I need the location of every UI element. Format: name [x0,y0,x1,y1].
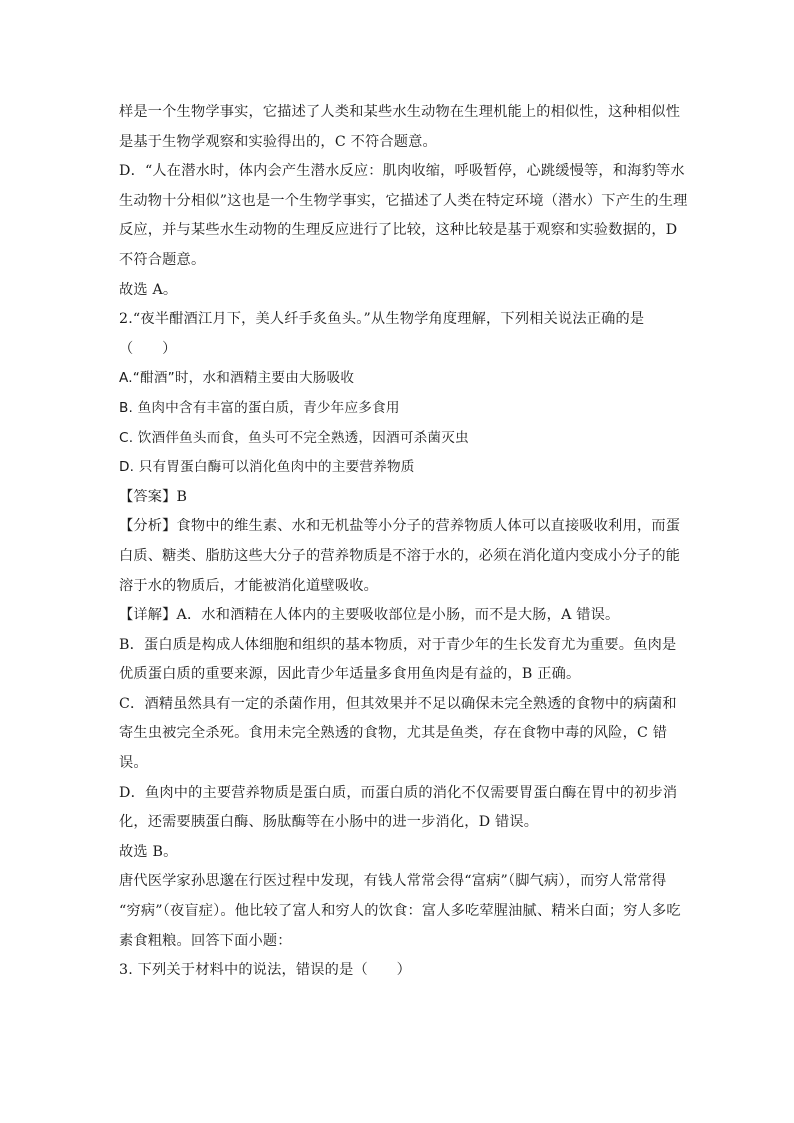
detail-line-5: 寄生虫被完全杀死。食用未完全熟透的食物，尤其是鱼类，存在食物中毒的风险，C 错 [119,725,668,742]
question-3-stem: 3. 下列关于材料中的说法，错误的是（ ） [119,962,412,979]
detail-line-1: 【详解】A．水和酒精在人体内的主要吸收部位是小肠，而不是大肠，A 错误。 [119,607,620,624]
text-line-1: 样是一个生物学事实，它描述了人类和某些水生动物在生理机能上的相似性，这种相似性 [119,104,681,120]
text-line-6: 不符合题意。 [119,251,206,268]
detail-line-2: B．蛋白质是构成人体细胞和组织的基本物质，对于青少年的生长发育尤为重要。鱼肉是 [119,636,677,653]
text-line-5: 反应，并与某些水生动物的生理反应进行了比较，这种比较是基于观察和实验数据的，D [119,222,678,239]
detail-line-4: C．酒精虽然具有一定的杀菌作用，但其效果并不足以确保未完全熟透的食物中的病菌和 [119,695,677,712]
option-b: B. 鱼肉中含有丰富的蛋白质，青少年应多食用 [119,399,400,416]
detail-line-6: 误。 [119,755,148,772]
material-line-2: “穷病”（夜盲症）。他比较了富人和穷人的饮食：富人多吃荤腥油腻、精米白面；穷人多吃 [119,903,681,920]
material-line-1: 唐代医学家孙思邈在行医过程中发现，有钱人常常会得“富病”（脚气病），而穷人常常得 [119,873,667,890]
answer-line: 【答案】B [119,488,188,505]
option-d: D. 只有胃蛋白酶可以消化鱼肉中的主要营养物质 [119,459,415,476]
detail-line-3: 优质蛋白质的重要来源，因此青少年适量多食用鱼肉是有益的，B 正确。 [119,666,581,683]
text-line-2: 是基于生物学观察和实验得出的，C 不符合题意。 [119,133,437,150]
detail-line-7: D．鱼肉中的主要营养物质是蛋白质，而蛋白质的消化不仅需要胃蛋白酶在胃中的初步消 [119,784,678,801]
option-a: A.“酣酒”时，水和酒精主要由大肠吸收 [119,370,355,387]
document-page [119,98,688,986]
text-line-7: 故选 A。 [119,281,178,298]
analysis-line-3: 溶于水的物质后，才能被消化道壁吸收。 [119,577,378,594]
option-c: C. 饮酒伴鱼头而食，鱼头可不完全熟透，因酒可杀菌灭虫 [119,429,469,446]
question-2-bracket: （ ） [119,340,177,357]
text-line-3: D．“人在潜水时，体内会产生潜水反应：肌肉收缩，呼吸暂停，心跳缓慢等，和海豹等水 [119,163,685,180]
analysis-line-2: 白质、糖类、脂肪这些大分子的营养物质是不溶于水的，必须在消化道内变成小分子的能 [119,547,681,564]
detail-line-8: 化，还需要胰蛋白酶、肠肽酶等在小肠中的进一步消化，D 错误。 [119,814,539,831]
conclusion-line: 故选 B。 [119,843,178,860]
material-line-3: 素食粗粮。回答下面小题： [119,932,292,949]
analysis-line-1: 【分析】食物中的维生素、水和无机盐等小分子的营养物质人体可以直接吸收利用，而蛋 [119,518,681,535]
question-2-stem: 2.“夜半酣酒江月下，美人纤手炙鱼头。”从生物学角度理解，下列相关说法正确的是 [119,311,645,328]
text-line-4: 生动物十分相似”这也是一个生物学事实，它描述了人类在特定环境（潜水）下产生的生理 [119,192,688,209]
